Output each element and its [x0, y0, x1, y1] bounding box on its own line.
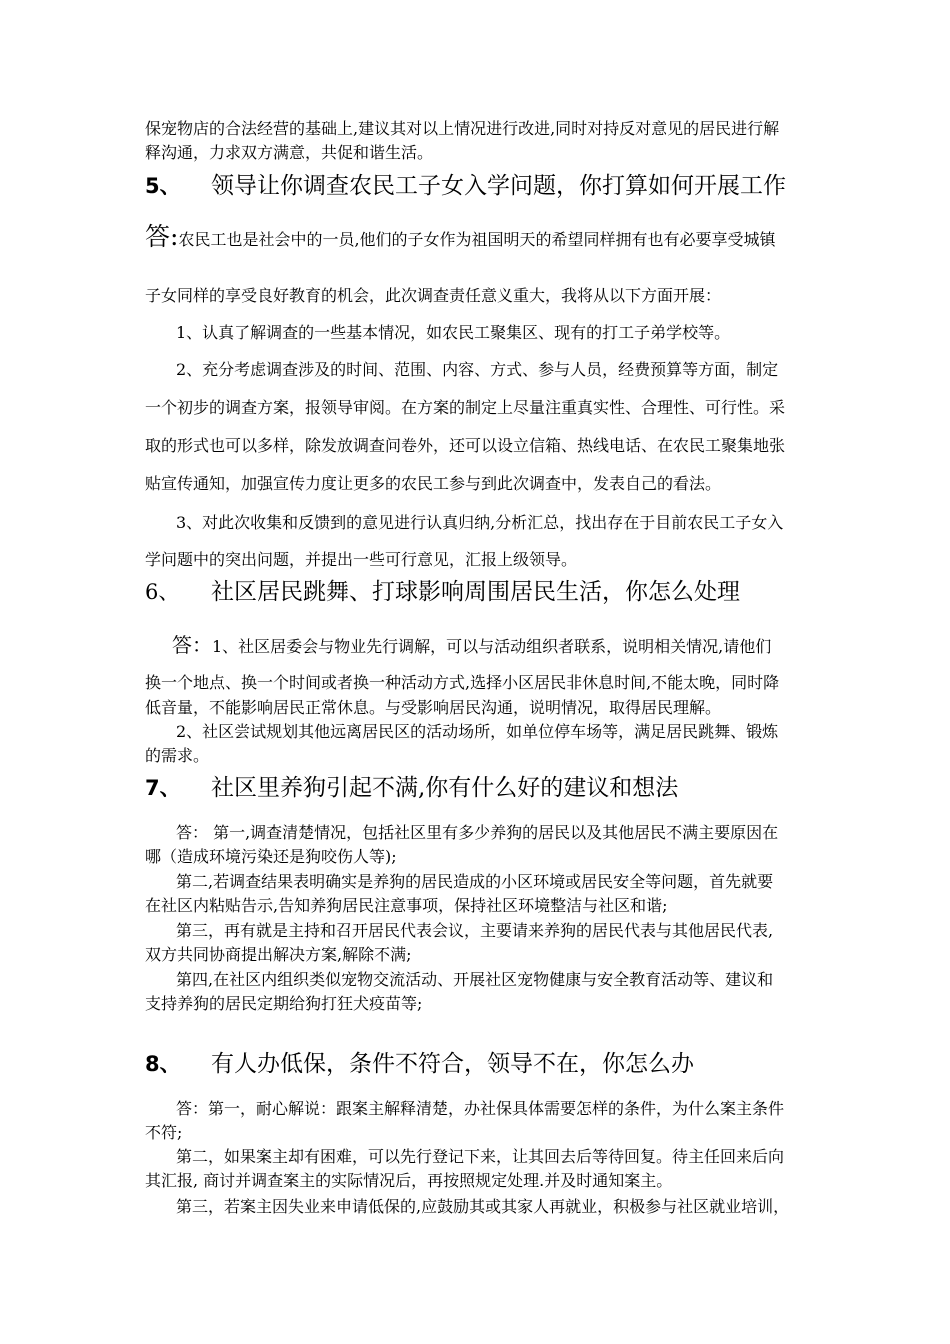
text-line: 2、社区尝试规划其他远离居民区的活动场所，如单位停车场等，满足居民跳舞、锻炼 [176, 722, 779, 741]
text-line: 换一个地点、换一个时间或者换一种活动方式,选择小区居民非休息时间,不能太晚，同时降 [145, 673, 780, 692]
question-number: 5、 [145, 174, 181, 198]
text-line: 学问题中的突出问题，并提出一些可行意见，汇报上级领导。 [145, 550, 578, 569]
text-line: 低音量，不能影响居民正常休息。与受影响居民沟通，说明情况，取得居民理解。 [145, 698, 722, 717]
text-line: 1、认真了解调查的一些基本情况，如农民工聚集区、现有的打工子弟学校等。 [176, 323, 731, 342]
question-6-heading [145, 576, 740, 608]
text-line: 哪（造成环境污染还是狗咬伤人等); [145, 847, 397, 866]
answer-6-line [172, 634, 771, 658]
text-line: 支持养狗的居民定期给狗打狂犬疫苗等; [145, 994, 423, 1013]
answer-text: 农民工也是社会中的一员,他们的子女作为祖国明天的希望同样拥有也有必要享受城镇 [178, 230, 776, 249]
text-line: 第三，再有就是主持和召开居民代表会议，主要请来养狗的居民代表与其他居民代表, [176, 921, 774, 940]
text-line: 贴宣传通知，加强宣传力度让更多的农民工参与到此次调查中，发表自己的看法。 [145, 474, 722, 493]
text-line: 第四,在社区内组织类似宠物交流活动、开展社区宠物健康与安全教育活动等、建议和 [176, 970, 774, 989]
answer-text: 1、社区居委会与物业先行调解，可以与活动组织者联系，说明相关情况,请他们 [212, 637, 772, 656]
text-line: 答：第一，耐心解说：跟案主解释清楚，办社保具体需要怎样的条件，为什么案主条件 [176, 1099, 785, 1118]
question-text: 社区居民跳舞、打球影响周围居民生活，你怎么处理 [211, 579, 740, 605]
text-line: 保宠物店的合法经营的基础上,建议其对以上情况进行改进,同时对持反对意见的居民进行解 [145, 119, 780, 138]
question-text: 领导让你调查农民工子女入学问题，你打算如何开展工作 [211, 173, 786, 199]
question-8-heading [145, 1048, 694, 1080]
text-line: 不符; [145, 1123, 183, 1142]
text-line: 在社区内粘贴告示,告知养狗居民注意事项，保持社区环境整洁与社区和谐; [145, 896, 668, 915]
question-text: 社区里养狗引起不满,你有什么好的建议和想法 [211, 775, 679, 801]
text-line: 第二,若调查结果表明确实是养狗的居民造成的小区环境或居民安全等问题，首先就要 [176, 872, 774, 891]
answer-5-line [145, 222, 776, 251]
question-number: 7、 [145, 776, 181, 800]
question-number: 6、 [145, 580, 180, 604]
text-line: 的需求。 [145, 746, 210, 765]
question-number: 8、 [145, 1052, 181, 1076]
text-line: 释沟通，力求双方满意，共促和谐生活。 [145, 143, 434, 162]
text-line: 第二，如果案主却有困难，可以先行登记下来，让其回去后等待回复。待主任回来后向 [176, 1147, 785, 1166]
text-line: 2、充分考虑调查涉及的时间、范围、内容、方式、参与人员，经费预算等方面，制定 [176, 360, 779, 379]
text-line: 取的形式也可以多样，除发放调查问卷外，还可以设立信箱、热线电话、在农民工聚集地张 [145, 436, 786, 455]
text-line: 一个初步的调查方案，报领导审阅。在方案的制定上尽量注重真实性、合理性、可行性。采 [145, 398, 786, 417]
text-line: 双方共同协商提出解决方案,解除不满; [145, 945, 412, 964]
text-line: 3、对此次收集和反馈到的意见进行认真归纳,分析汇总，找出存在于目前农民工子女入 [176, 513, 784, 532]
question-5-heading [145, 170, 786, 202]
text-line: 第三，若案主因失业来申请低保的,应鼓励其或其家人再就业，积极参与社区就业培训， [176, 1197, 790, 1216]
question-text: 有人办低保，条件不符合，领导不在，你怎么办 [211, 1051, 694, 1077]
answer-label: 答： [172, 633, 212, 657]
text-line: 子女同样的享受良好教育的机会，此次调查责任意义重大，我将从以下方面开展： [145, 286, 722, 305]
text-line: 其汇报, 商讨并调查案主的实际情况后，再按照规定处理.并及时通知案主。 [145, 1171, 673, 1190]
question-7-heading [145, 772, 678, 804]
answer-label: 答: [145, 222, 179, 251]
text-line: 答： 第一,调查清楚情况，包括社区里有多少养狗的居民以及其他居民不满主要原因在 [176, 823, 779, 842]
